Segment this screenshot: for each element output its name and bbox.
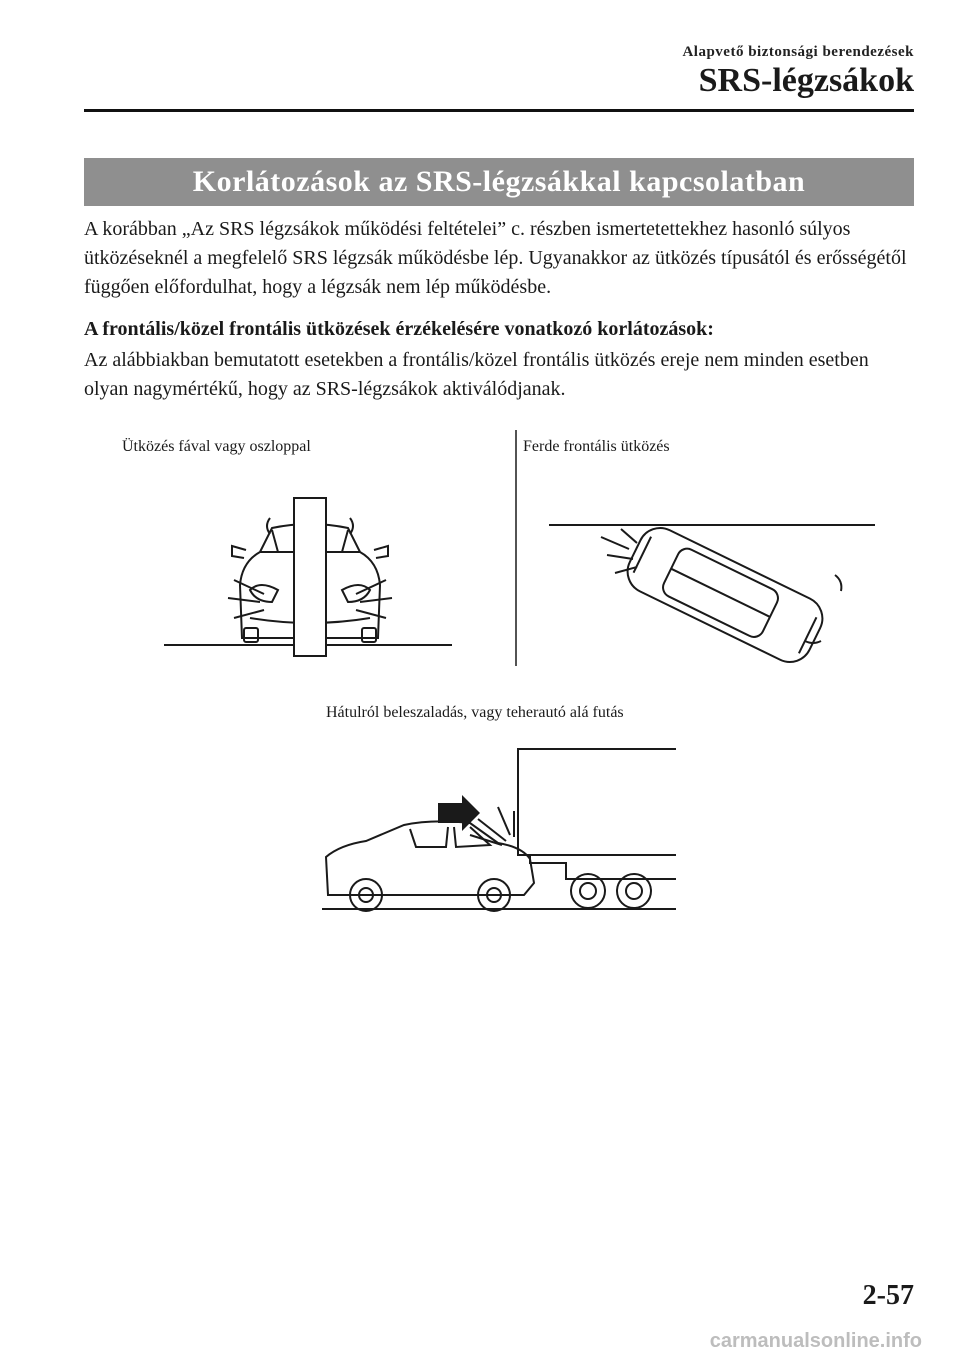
subheading-paragraph: Az alábbiakban bemutatott esetekben a frontális/közel frontális ütközés ereje nem minden esetben olyan nagymértékű, hogy az SRS-légzsákok aktiválódjanak. [84, 349, 869, 400]
intro-paragraph: A korábban „Az SRS légzsákok működési feltételei” c. részben ismertetettekhez hasonló súlyos ütközéseknél a megfelelő SRS légzsák működésbe lép. Ugyanakkor az ütközés típusától és erősségétől függően előfordulhat, hogy a légzsák nem lép működésbe. [84, 218, 907, 298]
car-pole-collision-icon [160, 490, 460, 665]
header-rule [84, 109, 914, 112]
page-number: 2-57 [862, 1280, 914, 1311]
header-title: SRS-légzsákok [698, 62, 914, 99]
section-title: Korlátozások az SRS-légzsákkal kapcsolatban [84, 158, 914, 206]
watermark: carmanualsonline.info [709, 1330, 922, 1352]
caption-pole: Ütközés fával vagy oszloppal [122, 438, 311, 455]
header-section: Alapvető biztonsági berendezések [682, 44, 914, 60]
subheading: A frontális/közel frontális ütközések érzékelésére vonatkozó korlátozások: [84, 318, 714, 340]
illustration-divider [514, 430, 518, 666]
caption-oblique: Ferde frontális ütközés [523, 438, 670, 455]
oblique-collision-icon [545, 515, 880, 665]
caption-underride: Hátulról beleszaladás, vagy teherautó alá futás [326, 704, 624, 721]
truck-underride-icon [320, 745, 680, 915]
